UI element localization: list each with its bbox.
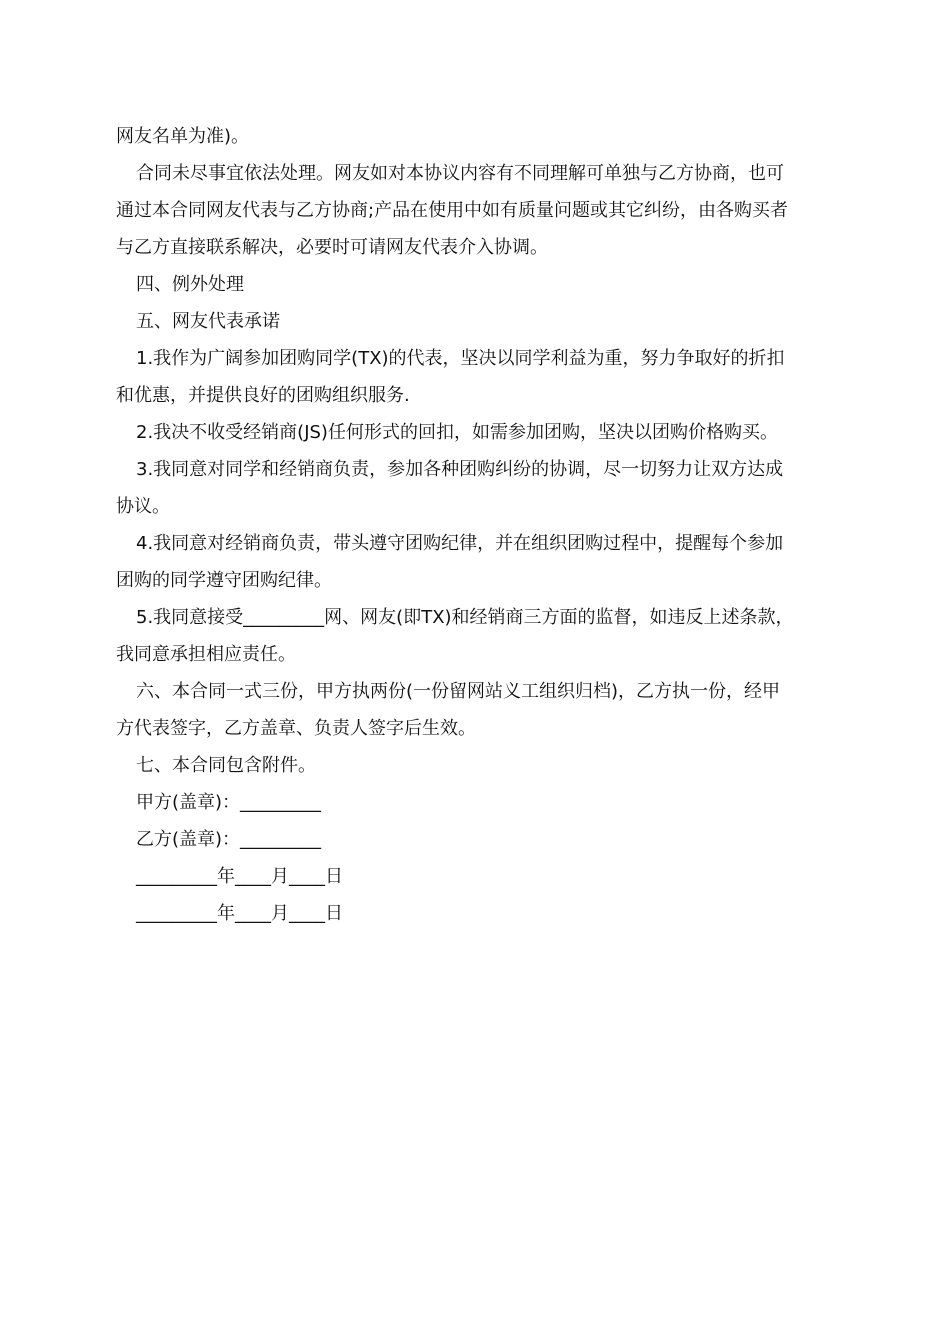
paragraph-line: 5.我同意接受_________网、网友(即TX)和经销商三方面的监督，如违反上述条款， [136,607,794,628]
section-heading: 四、例外处理 [136,274,244,295]
paragraph-line: 1.我作为广阔参加团购同学(TX)的代表，坚决以同学利益为重，努力争取好的折扣 [136,348,785,369]
paragraph-line: 2.我决不收受经销商(JS)任何形式的回扣，如需参加团购，坚决以团购价格购买。 [136,422,778,443]
section-heading: 五、网友代表承诺 [136,311,280,332]
paragraph-line: 和优惠，并提供良好的团购组织服务. [116,385,410,406]
date-line: _________年____月____日 [136,866,343,887]
paragraph-line: 方代表签字，乙方盖章、负责人签字后生效。 [116,718,476,739]
paragraph-line: 与乙方直接联系解决，必要时可请网友代表介入协调。 [116,237,548,258]
paragraph-line: 团购的同学遵守团购纪律。 [116,570,332,591]
section-heading: 七、本合同包含附件。 [136,755,316,776]
paragraph-line: 4.我同意对经销商负责，带头遵守团购纪律，并在组织团购过程中，提醒每个参加 [136,533,784,554]
paragraph-line: 网友名单为准)。 [116,126,250,147]
party-a-signature-line: 甲方(盖章)：_________ [136,792,322,813]
paragraph-line: 3.我同意对同学和经销商负责，参加各种团购纠纷的协调，尽一切努力让双方达成 [136,459,784,480]
paragraph-line: 合同未尽事宜依法处理。网友如对本协议内容有不同理解可单独与乙方协商，也可 [136,163,784,184]
paragraph-line: 通过本合同网友代表与乙方协商;产品在使用中如有质量问题或其它纠纷，由各购买者 [116,200,789,221]
date-line: _________年____月____日 [136,903,343,924]
paragraph-line: 六、本合同一式三份，甲方执两份(一份留网站义工组织归档)，乙方执一份，经甲 [136,681,781,702]
paragraph-line: 我同意承担相应责任。 [116,644,296,665]
document-body [116,118,838,932]
party-b-signature-line: 乙方(盖章)：_________ [136,829,322,850]
paragraph-line: 协议。 [116,496,170,517]
